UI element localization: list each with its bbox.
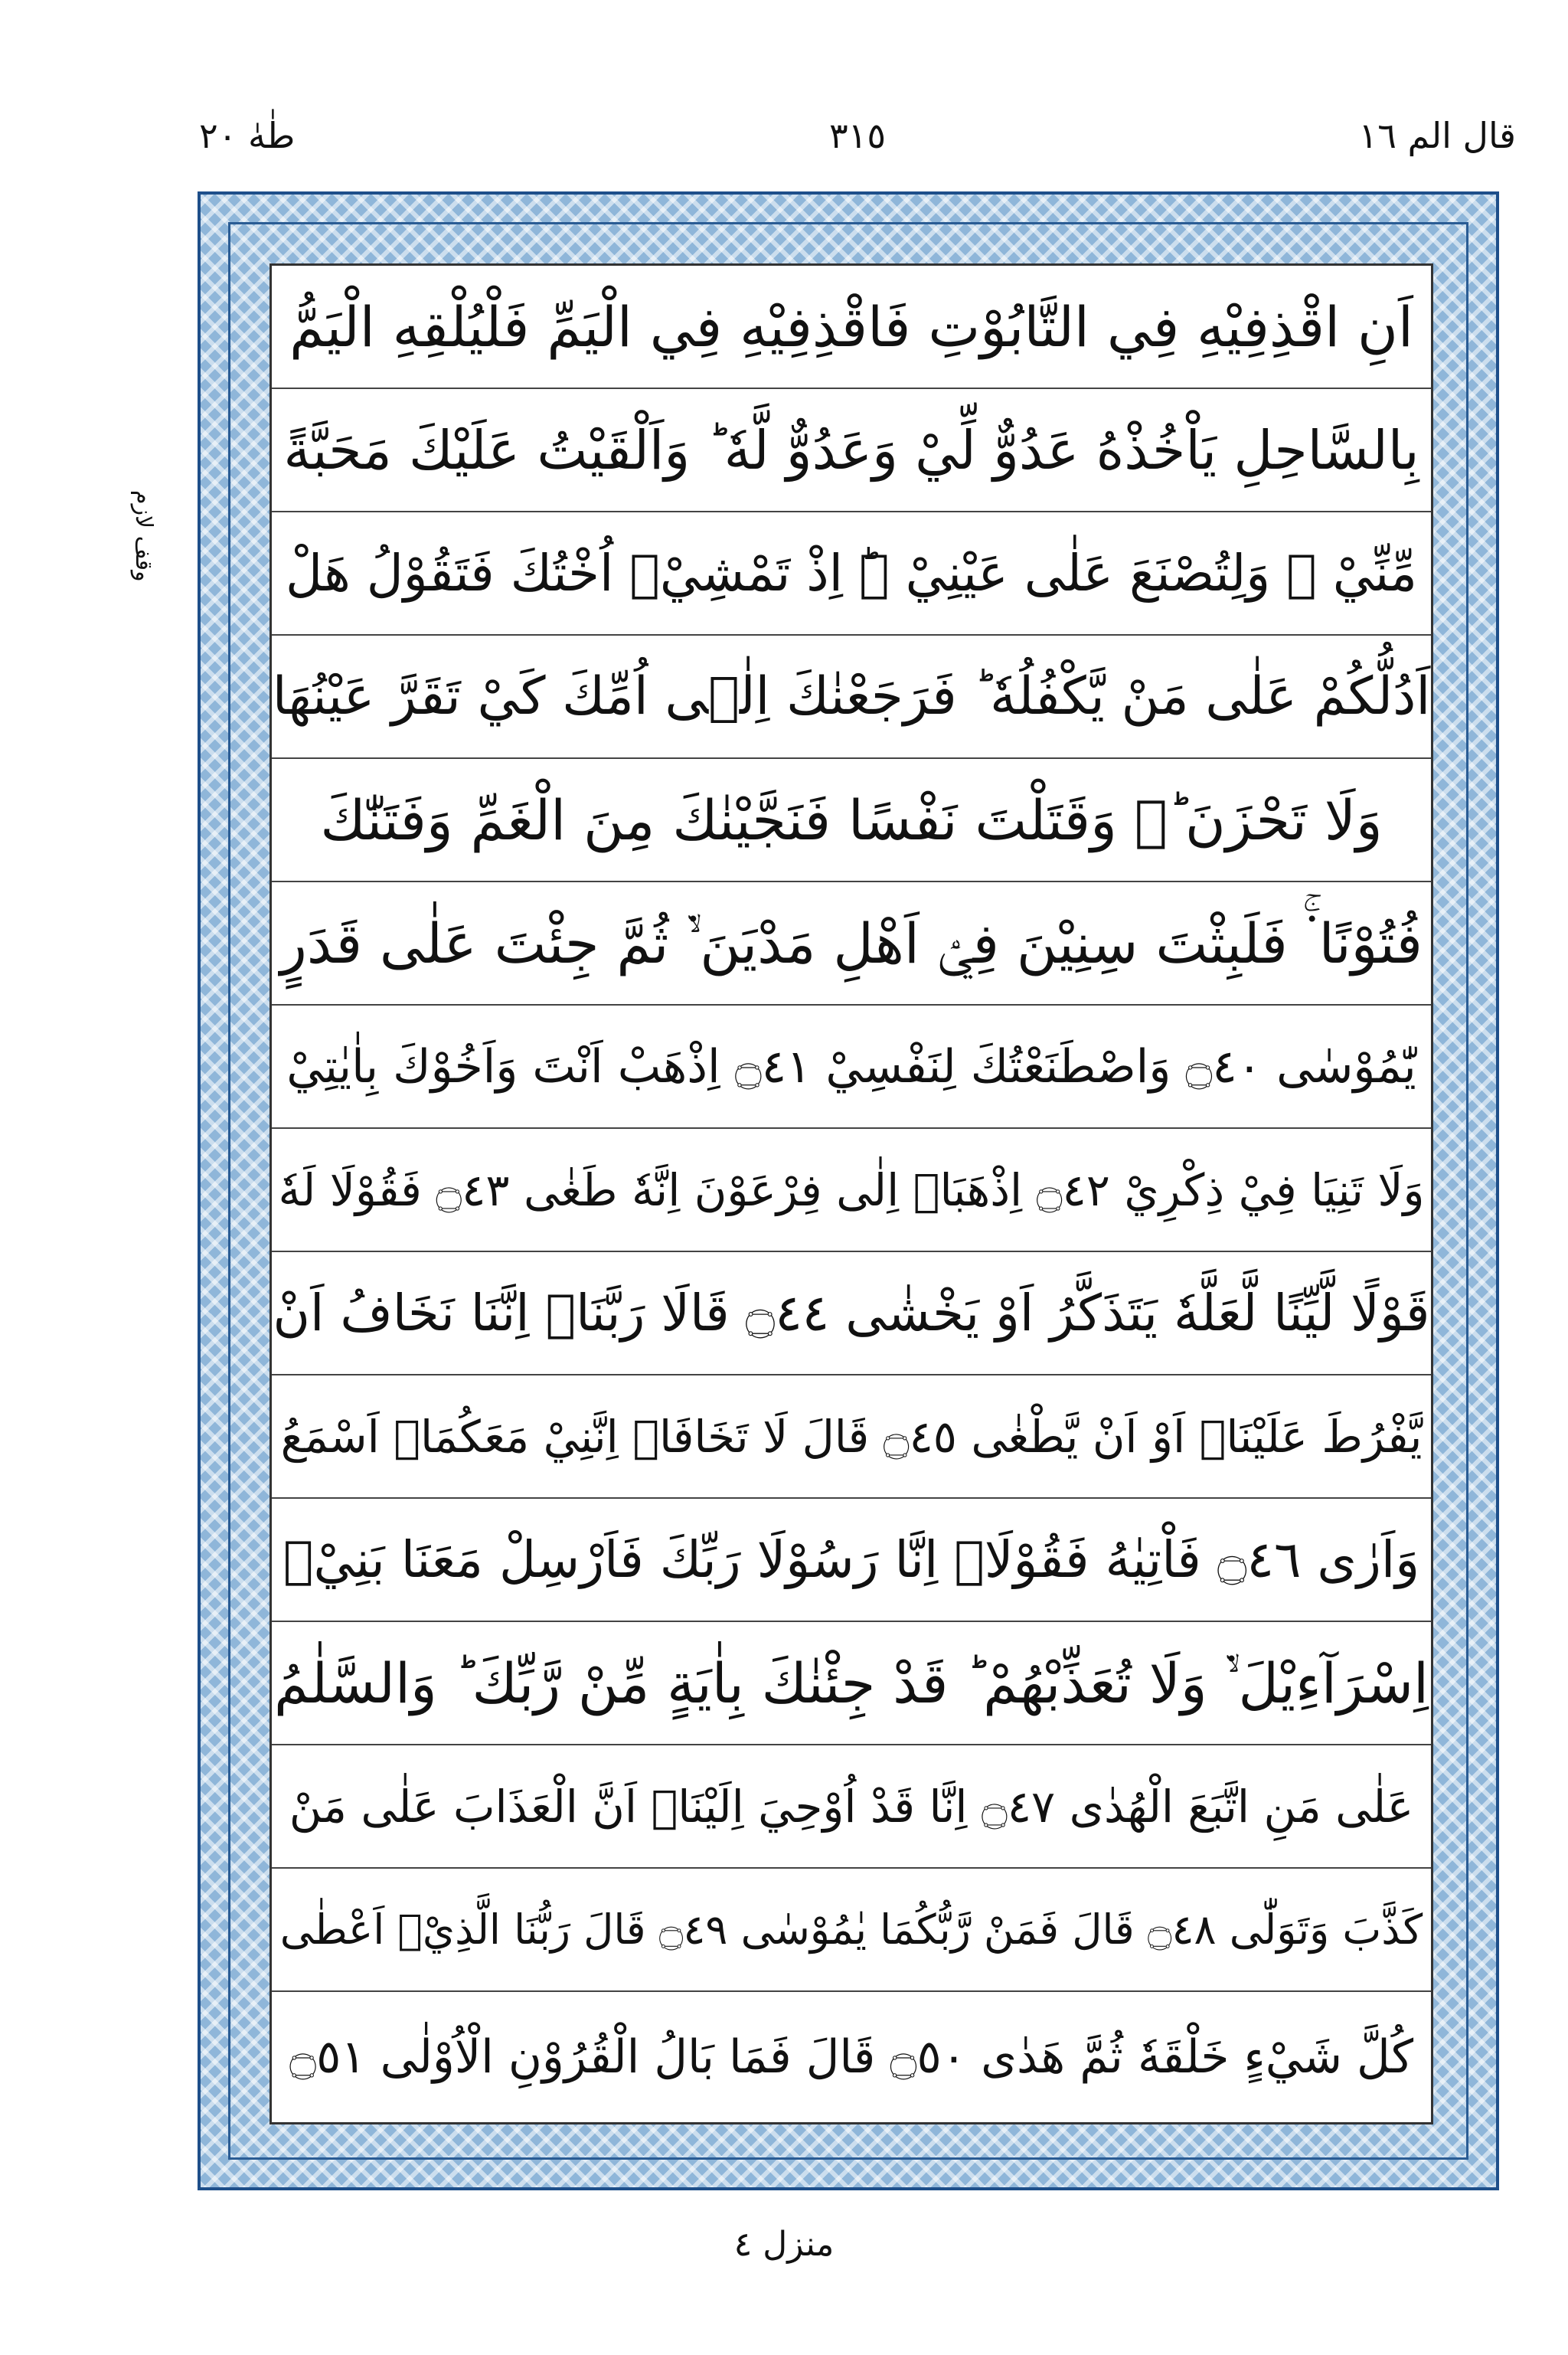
surah-name: طٰهٰ ٢٠ — [199, 115, 296, 156]
verse-line-11: وَاَرٰى ۝٤٦ فَاْتِيٰهُ فَقُوْلَاۤ اِنَّا رَسُوْلَا رَبِّكَ فَاَرْسِلْ مَعَنَا بَنِيْۤ — [272, 1499, 1431, 1622]
verse-line-12: اِسْرَآءِيْلَ ۙ۬ وَلَا تُعَذِّبْهُمْ ؕ قَدْ جِئْنٰكَ بِاٰيَةٍ مِّنْ رَّبِّكَ ؕ وَالسَّلٰمُ — [272, 1622, 1431, 1745]
page-number: ٣١٥ — [828, 115, 887, 156]
verse-panel — [270, 263, 1433, 2124]
verse-line-8: وَلَا تَنِيَا فِيْ ذِكْرِيْ ۝٤٢ اِذْهَبَاۤ اِلٰى فِرْعَوْنَ اِنَّهٗ طَغٰى ۝٤٣ فَقُوْلَا لَهٗ — [272, 1129, 1431, 1252]
verse-line-2: بِالسَّاحِلِ يَاْخُذْهُ عَدُوٌّ لِّيْ وَعَدُوٌّ لَّهٗ ؕ وَاَلْقَيْتُ عَلَيْكَ مَحَبَّةً — [272, 389, 1431, 512]
verse-line-3: مِّنِّيْ ۚ وَلِتُصْنَعَ عَلٰى عَيْنِيْ ۟ؕ اِذْ تَمْشِيْۤ اُخْتُكَ فَتَقُوْلُ هَلْ — [272, 512, 1431, 636]
verse-line-5: وَلَا تَحْزَنَ ؕ۬ وَقَتَلْتَ نَفْسًا فَنَجَّيْنٰكَ مِنَ الْغَمِّ وَفَتَنّٰكَ — [272, 759, 1431, 882]
verse-line-4: اَدُلُّكُمْ عَلٰى مَنْ يَّكْفُلُهٗ ؕ فَرَجَعْنٰكَ اِلٰۤى اُمِّكَ كَيْ تَقَرَّ عَيْنُهَا — [272, 636, 1431, 759]
manzil-marker: منزل ٤ — [733, 2225, 835, 2264]
ornamental-border — [198, 191, 1499, 2190]
verse-line-6: فُتُوْنًا ۬ۚ فَلَبِثْتَ سِنِيْنَ فِيْۤ اَهْلِ مَدْيَنَ ۙ۬ ثُمَّ جِئْتَ عَلٰى قَدَرٍ — [272, 882, 1431, 1006]
verse-line-9: قَوْلًا لَّيِّنًا لَّعَلَّهٗ يَتَذَكَّرُ اَوْ يَخْشٰى ۝٤٤ قَالَا رَبَّنَاۤ اِنَّنَا نَخَافُ اَنْ — [272, 1252, 1431, 1375]
juz-name: قال الم ١٦ — [1358, 115, 1516, 156]
verse-line-15: كُلَّ شَيْءٍ خَلْقَهٗ ثُمَّ هَدٰى ۝٥٠ قَالَ فَمَا بَالُ الْقُرُوْنِ الْاُوْلٰى ۝٥١ — [289, 2030, 1414, 2084]
verse-line-10: يَّفْرُطَ عَلَيْنَاۤ اَوْ اَنْ يَّطْغٰى ۝٤٥ قَالَ لَا تَخَافَاۤ اِنَّنِيْ مَعَكُمَاۤ اَسْمَعُ — [272, 1375, 1431, 1499]
verse-line-1: اَنِ اقْذِفِيْهِ فِي التَّابُوْتِ فَاقْذِفِيْهِ فِي الْيَمِّ فَلْيُلْقِهِ الْيَمُّ — [272, 266, 1431, 389]
verse-line-13: عَلٰى مَنِ اتَّبَعَ الْهُدٰى ۝٤٧ اِنَّا قَدْ اُوْحِيَ اِلَيْنَاۤ اَنَّ الْعَذَابَ عَلٰى مَنْ — [272, 1745, 1431, 1869]
verse-line-7: يّٰمُوْسٰى ۝٤٠ وَاصْطَنَعْتُكَ لِنَفْسِيْ ۝٤١ اِذْهَبْ اَنْتَ وَاَخُوْكَ بِاٰيٰتِيْ — [272, 1006, 1431, 1129]
page-header — [199, 115, 1516, 184]
waqf-lazim-note: وقف لازم — [130, 490, 157, 582]
verse-line-14: كَذَّبَ وَتَوَلّٰى ۝٤٨ قَالَ فَمَنْ رَّبُّكُمَا يٰمُوْسٰى ۝٤٩ قَالَ رَبُّنَا الَّذِيْۤ اَعْطٰى — [272, 1869, 1431, 1992]
